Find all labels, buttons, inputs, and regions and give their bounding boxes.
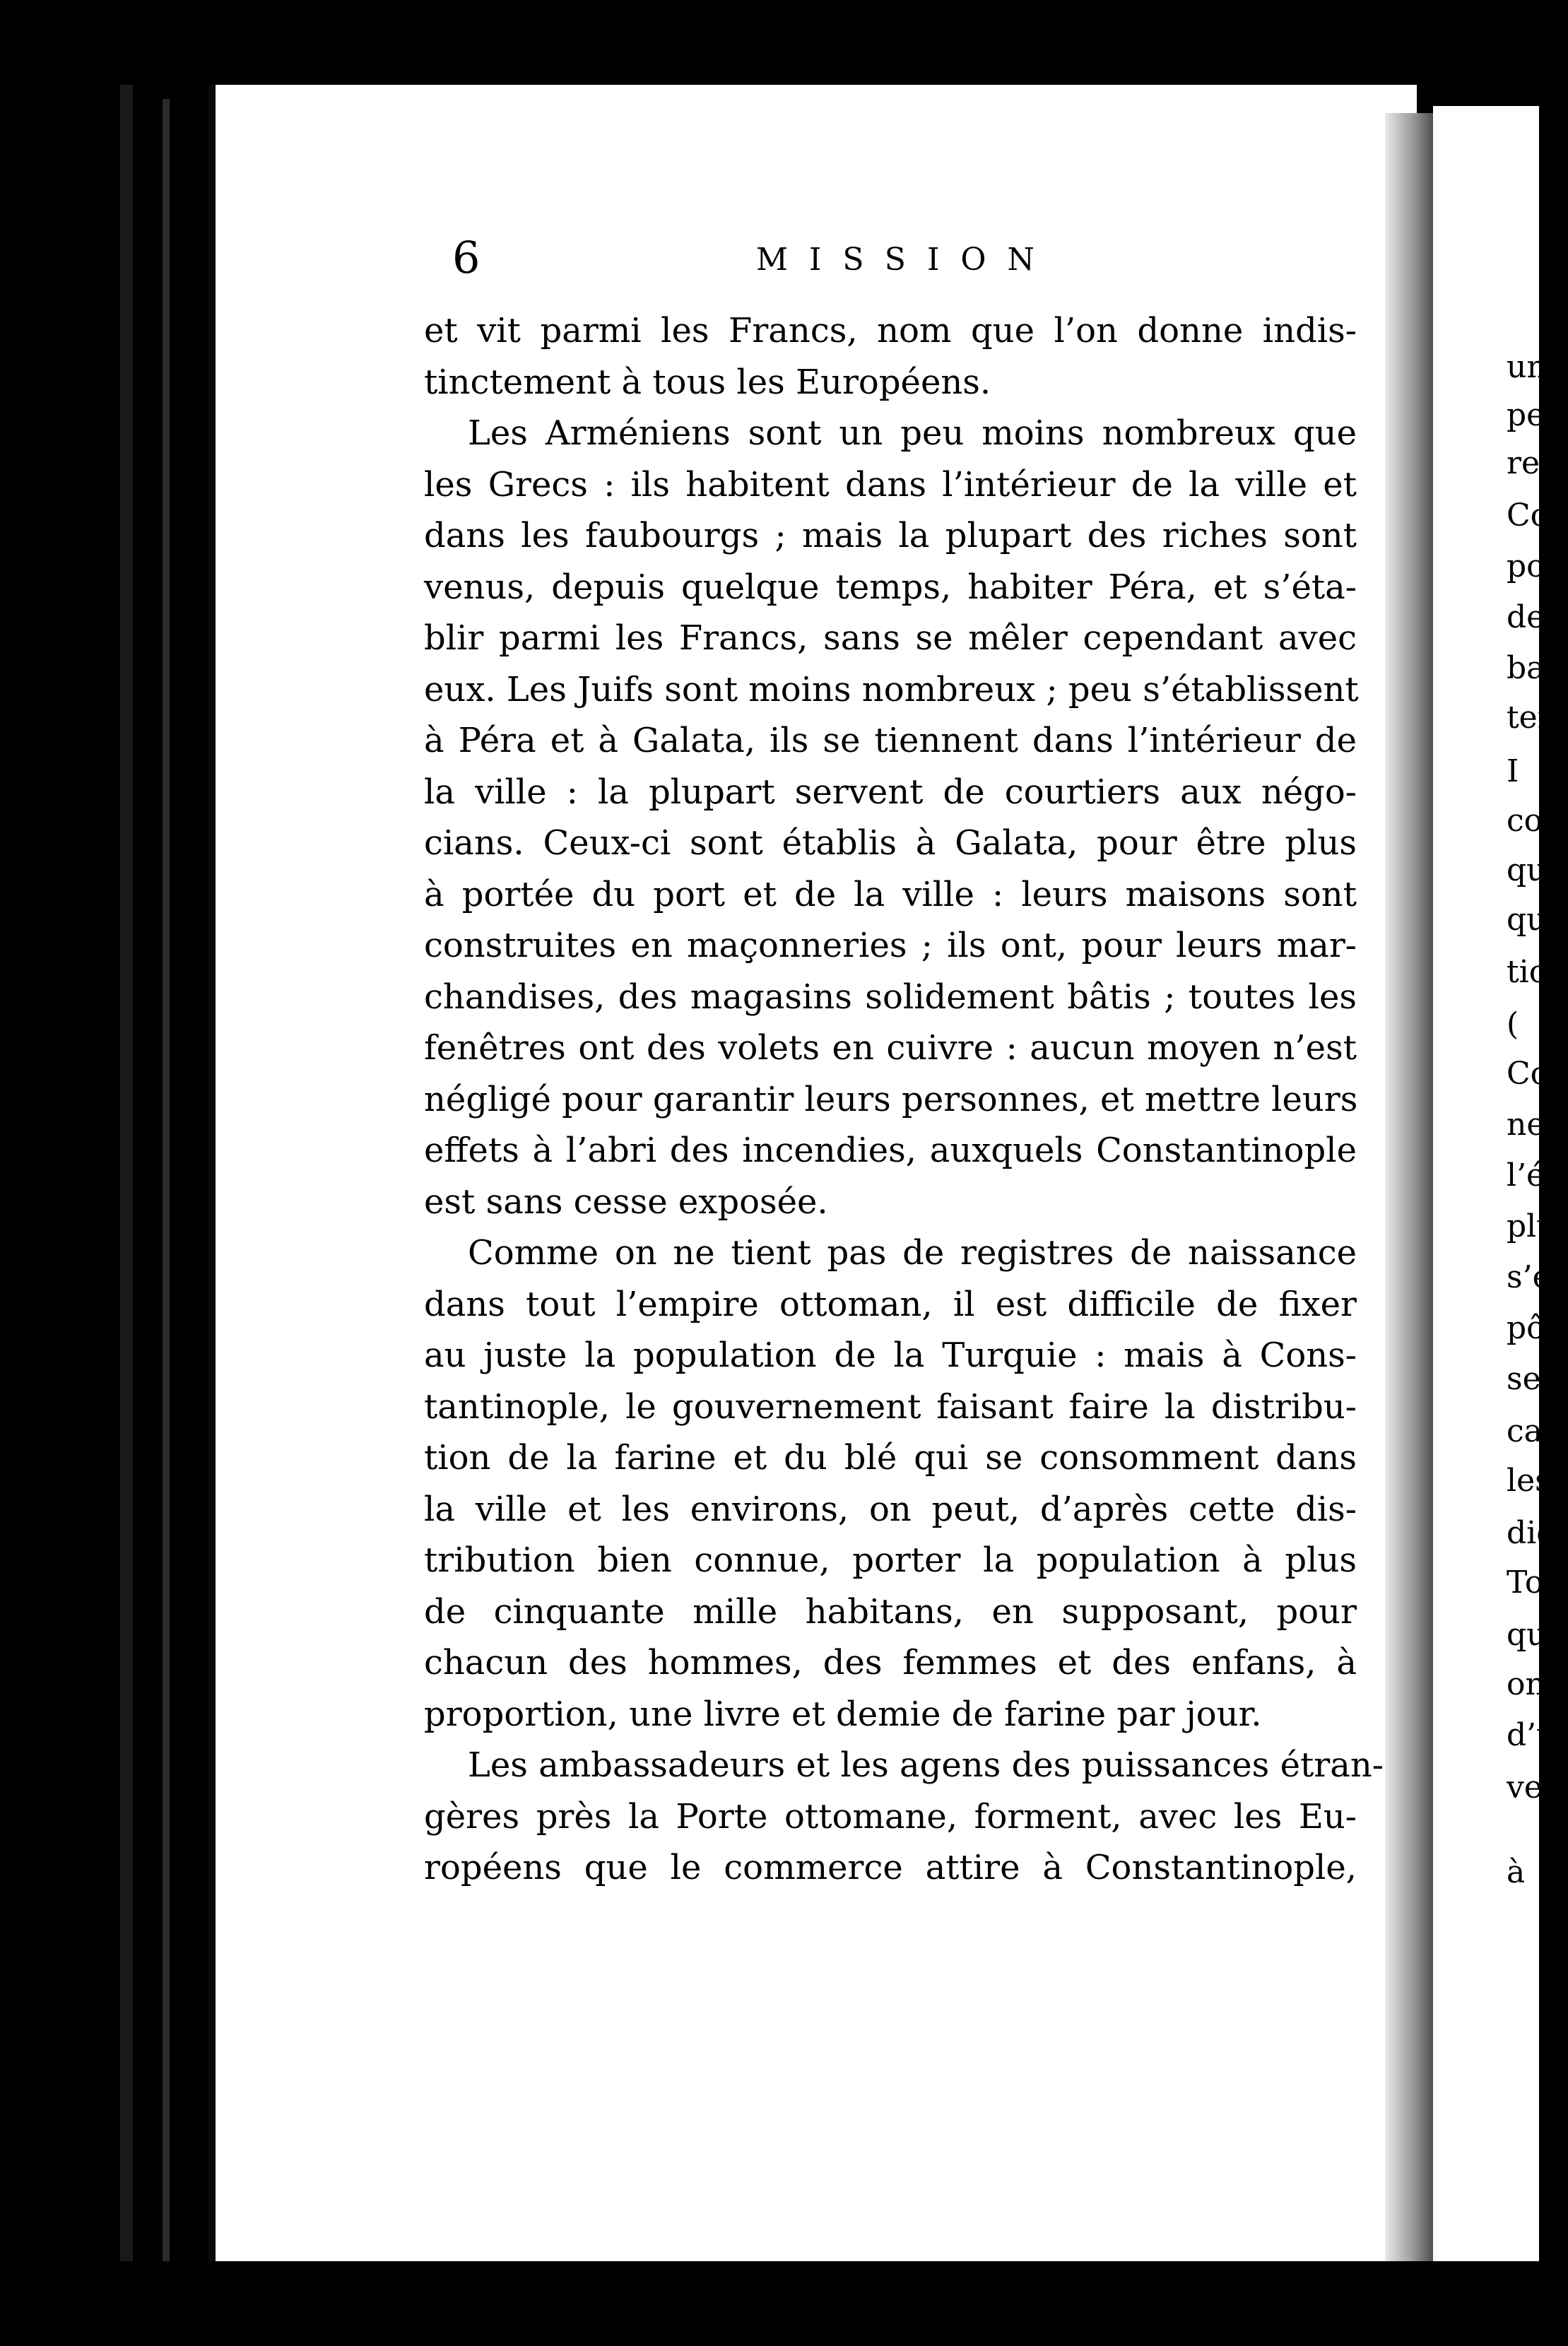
text-line: ropéens que le commerce attire à Constantinople, <box>424 1848 1357 1887</box>
page-number: 6 <box>452 232 481 283</box>
facing-page-text <box>1507 346 1568 1901</box>
facing-text-fragment: d’u <box>1507 1717 1557 1753</box>
facing-text-fragment: Co <box>1507 1056 1550 1092</box>
facing-text-fragment: qu <box>1507 1617 1547 1653</box>
facing-text-fragment: pô <box>1507 1310 1545 1346</box>
text-line: Les ambassadeurs et les agens des puissances étran- <box>468 1745 1384 1785</box>
book-spine-edge <box>120 85 133 2275</box>
text-line: est sans cesse exposée. <box>424 1181 828 1222</box>
page-fold-shadow <box>1385 113 1434 2261</box>
text-line: à portée du port et de la ville : leurs maisons sont <box>424 874 1357 914</box>
text-line: dans les faubourgs ; mais la plupart des riches sont <box>424 516 1357 555</box>
text-line: à Péra et à Galata, ils se tiennent dans l’intérieur de <box>424 721 1357 760</box>
text-line: fenêtres ont des volets en cuivre : aucun moyen n’est <box>424 1028 1357 1068</box>
book-spine-edge-inner <box>163 99 170 2261</box>
page-header <box>452 233 1357 290</box>
facing-text-fragment: dig <box>1507 1515 1557 1551</box>
facing-text-fragment: on <box>1507 1666 1545 1702</box>
text-line: tinctement à tous les Européens. <box>424 362 991 402</box>
scan-bottom-border <box>0 2261 1559 2346</box>
facing-text-fragment: Co <box>1507 497 1550 534</box>
facing-text-fragment: à <box>1507 1854 1526 1890</box>
facing-text-fragment: ser <box>1507 1361 1556 1397</box>
scan-top-border <box>0 0 1559 85</box>
text-line: eux. Les Juifs sont moins nombreux ; peu s’établissent <box>424 669 1359 709</box>
facing-text-fragment: con <box>1507 803 1563 839</box>
facing-text-fragment: I <box>1507 753 1519 789</box>
facing-text-fragment: plu <box>1507 1208 1557 1244</box>
facing-text-fragment: To <box>1507 1564 1544 1601</box>
facing-text-fragment: les <box>1507 1463 1551 1499</box>
text-line: la ville : la plupart servent de courtiers aux négo- <box>424 772 1357 812</box>
text-line: gères près la Porte ottomane, forment, avec les Eu- <box>424 1796 1357 1837</box>
facing-text-fragment: pou <box>1507 548 1565 584</box>
text-line: proportion, une livre et demie de farine par jour. <box>424 1694 1262 1734</box>
text-line: tion de la farine et du blé qui se consomment dans <box>424 1438 1357 1478</box>
facing-text-fragment: peu <box>1507 397 1565 433</box>
facing-text-fragment: bas <box>1507 650 1561 686</box>
facing-text-fragment: ter <box>1507 700 1552 736</box>
running-head: MISSION <box>756 242 1056 278</box>
facing-text-fragment: s’e <box>1507 1259 1551 1295</box>
text-line: cians. Ceux-ci sont établis à Galata, pour être plus <box>424 823 1357 863</box>
facing-text-fragment: l’ét <box>1507 1157 1557 1193</box>
facing-text-fragment: que <box>1507 902 1565 938</box>
text-line: chacun des hommes, des femmes et des enfans, à <box>424 1643 1357 1682</box>
text-line: construites en maçonneries ; ils ont, pour leurs mar- <box>424 926 1357 965</box>
text-line: venus, depuis quelque temps, habiter Péra, et s’éta- <box>424 567 1357 607</box>
facing-text-fragment: cat <box>1507 1413 1555 1449</box>
facing-text-fragment: ( <box>1507 1006 1519 1042</box>
facing-text-fragment: ne <box>1507 1107 1545 1143</box>
text-line: chandises, des magasins solidement bâtis ; toutes les <box>424 977 1357 1017</box>
text-line: effets à l’abri des incendies, auxquels Constantinople <box>424 1131 1357 1170</box>
text-line: la ville et les environs, on peut, d’après cette dis- <box>424 1489 1357 1529</box>
text-line: négligé pour garantir leurs personnes, et mettre leurs <box>424 1079 1358 1119</box>
text-line: au juste la population de la Turquie : mais à Cons- <box>424 1336 1357 1375</box>
text-line: blir parmi les Francs, sans se mêler cependant avec <box>424 618 1357 658</box>
scan-left-border <box>0 0 212 2346</box>
text-line: les Grecs : ils habitent dans l’intérieur de la ville et <box>424 464 1357 505</box>
text-line: Comme on ne tient pas de registres de naissance <box>468 1233 1357 1273</box>
text-line: Les Arméniens sont un peu moins nombreux que <box>468 413 1357 453</box>
text-line: tribution bien connue, porter la population à plus <box>424 1540 1357 1580</box>
text-line: et vit parmi les Francs, nom que l’on donne indis- <box>424 311 1357 350</box>
text-line: tantinople, le gouvernement faisant faire la distribu- <box>424 1386 1357 1427</box>
facing-text-fragment: rest <box>1507 445 1568 481</box>
facing-text-fragment: ve <box>1507 1769 1543 1805</box>
facing-text-fragment: tio <box>1507 954 1548 990</box>
text-line: dans tout l’empire ottoman, il est difficile de fixer <box>424 1284 1357 1324</box>
facing-text-fragment: que <box>1507 852 1565 888</box>
body-text <box>424 305 1384 1894</box>
text-line: de cinquante mille habitans, en supposant, pour <box>424 1591 1357 1632</box>
facing-text-fragment: de <box>1507 599 1545 635</box>
facing-text-fragment: une <box>1507 349 1565 385</box>
